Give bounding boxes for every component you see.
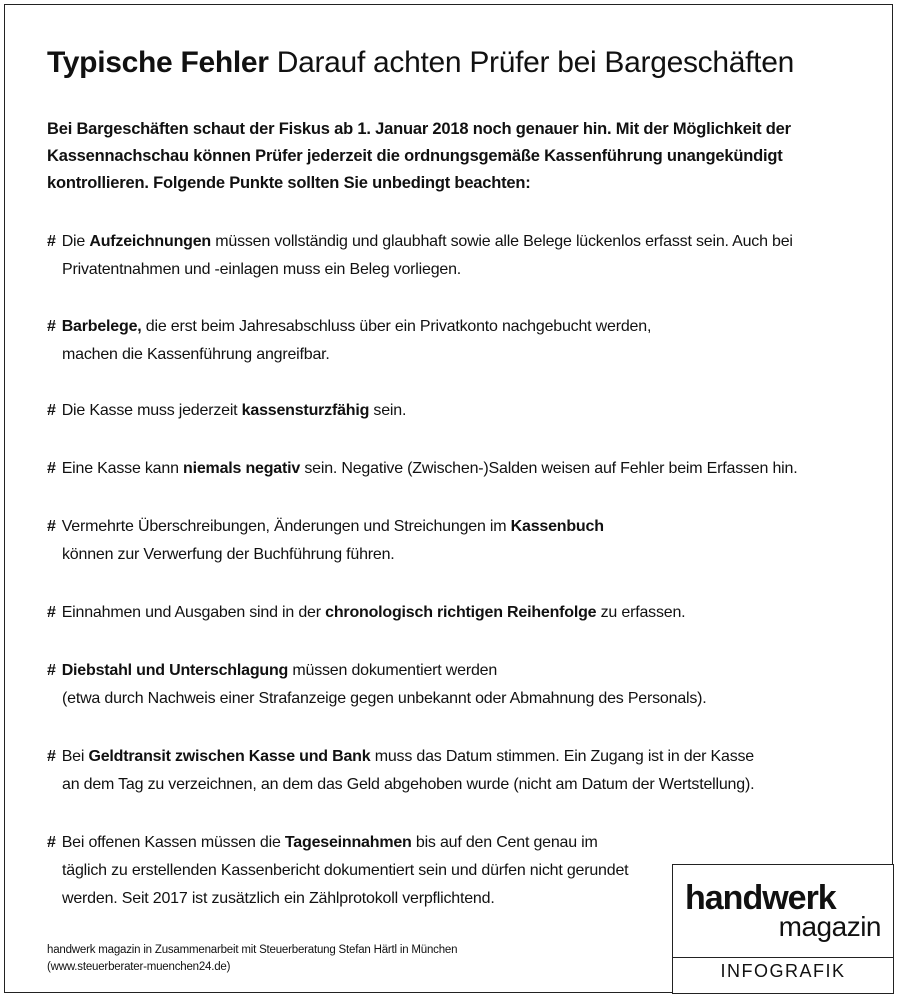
intro-paragraph (47, 116, 847, 197)
item-keyword: Kassenbuch (510, 518, 604, 535)
checklist-item (47, 829, 628, 913)
item-keyword: kassensturzfähig (241, 402, 370, 419)
checklist-item-continuation: an dem Tag zu verzeichnen, an dem das Geld abgehoben wurde (nicht am Datum der Wertstellung). (62, 776, 755, 793)
item-text: muss das Datum stimmen. Ein Zugang ist in der Kasse (370, 748, 755, 765)
title-bold: Typische Fehler (47, 46, 269, 79)
checklist-item (47, 313, 651, 369)
infografik-label: INFOGRAFIK (720, 961, 846, 981)
footer-credit (47, 942, 457, 976)
checklist-item-line (47, 657, 707, 685)
item-keyword: Aufzeichnungen (89, 233, 211, 250)
bullet-hash: # (47, 460, 56, 477)
checklist-item (47, 228, 793, 284)
checklist-item (47, 397, 406, 425)
logo-word-magazin: magazin (778, 911, 881, 942)
item-keyword: Barbelege, (61, 318, 142, 335)
bullet-hash: # (47, 233, 56, 250)
checklist-item-line (47, 397, 406, 425)
item-text: bis auf den Cent genau im (411, 834, 598, 851)
bullet-hash: # (47, 604, 56, 621)
bullet-hash: # (47, 402, 56, 419)
item-text: die erst beim Jahresabschluss über ein Privatkonto nachgebucht werden, (141, 318, 652, 335)
item-keyword: niemals negativ (183, 460, 301, 477)
checklist-item-continuation: werden. Seit 2017 ist zusätzlich ein Zählprotokoll verpflichtend. (62, 890, 495, 907)
checklist-item (47, 657, 707, 713)
item-keyword: Tageseinnahmen (284, 834, 412, 851)
item-text: Vermehrte Überschreibungen, Änderungen und Streichungen im (61, 518, 511, 535)
checklist-item-line (47, 829, 628, 857)
footer-line: handwerk magazin in Zusammenarbeit mit Steuerberatung Stefan Härtl in München (47, 944, 458, 956)
footer-line: (www.steuerberater-muenchen24.de) (47, 961, 231, 973)
bullet-hash: # (47, 518, 56, 535)
page-title (47, 46, 794, 80)
brand-logo-box (672, 864, 894, 994)
checklist-item (47, 513, 604, 569)
checklist-item (47, 599, 685, 627)
intro-line: Bei Bargeschäften schaut der Fiskus ab 1. Januar 2018 noch genauer hin. Mit der Möglichkeit der (47, 120, 791, 138)
checklist-item (47, 455, 797, 483)
item-text: Einnahmen und Ausgaben sind in der (61, 604, 326, 621)
intro-line: Kassennachschau können Prüfer jederzeit die ordnungsgemäße Kassenführung unangekündigt (47, 147, 783, 165)
checklist-item-continuation: täglich zu erstellenden Kassenbericht dokumentiert sein und dürfen nicht gerundet (62, 862, 629, 879)
checklist-item-line (47, 599, 685, 627)
item-text: müssen dokumentiert werden (288, 662, 498, 679)
checklist-item-line (47, 313, 651, 341)
item-text: Die Kasse muss jederzeit (61, 402, 242, 419)
item-keyword: Geldtransit zwischen Kasse und Bank (88, 748, 371, 765)
bullet-hash: # (47, 318, 56, 335)
item-text: Bei offenen Kassen müssen die (61, 834, 285, 851)
intro-line: kontrollieren. Folgende Punkte sollten Sie unbedingt beachten: (47, 174, 531, 192)
bullet-hash: # (47, 662, 56, 679)
item-text: müssen vollständig und glaubhaft sowie alle Belege lückenlos erfasst sein. Auch bei (211, 233, 793, 250)
checklist-item-continuation: können zur Verwerfung der Buchführung führen. (62, 546, 395, 563)
checklist-item-continuation: (etwa durch Nachweis einer Strafanzeige gegen unbekannt oder Abmahnung des Personals). (62, 690, 707, 707)
item-text: sein. (369, 402, 407, 419)
checklist-item-line (47, 743, 754, 771)
checklist-item-continuation: Privatentnahmen und -einlagen muss ein Beleg vorliegen. (62, 261, 462, 278)
checklist-item-continuation: machen die Kassenführung angreifbar. (62, 346, 330, 363)
item-text: Eine Kasse kann (61, 460, 184, 477)
item-keyword: chronologisch richtigen Reihenfolge (325, 604, 597, 621)
item-keyword: Diebstahl und Unterschlagung (61, 662, 289, 679)
item-text: zu erfassen. (596, 604, 686, 621)
title-subtitle: Darauf achten Prüfer bei Bargeschäften (276, 46, 794, 79)
logo-word-handwerk: handwerk (685, 879, 836, 917)
checklist-item (47, 743, 754, 799)
item-text: sein. Negative (Zwischen-)Salden weisen auf Fehler beim Erfassen hin. (300, 460, 798, 477)
checklist-item-line (47, 228, 793, 256)
bullet-hash: # (47, 748, 56, 765)
item-text: Die (61, 233, 90, 250)
item-text: Bei (61, 748, 89, 765)
checklist-item-line (47, 513, 604, 541)
bullet-hash: # (47, 834, 56, 851)
brand-logo (673, 865, 893, 958)
checklist-item-line (47, 455, 797, 483)
